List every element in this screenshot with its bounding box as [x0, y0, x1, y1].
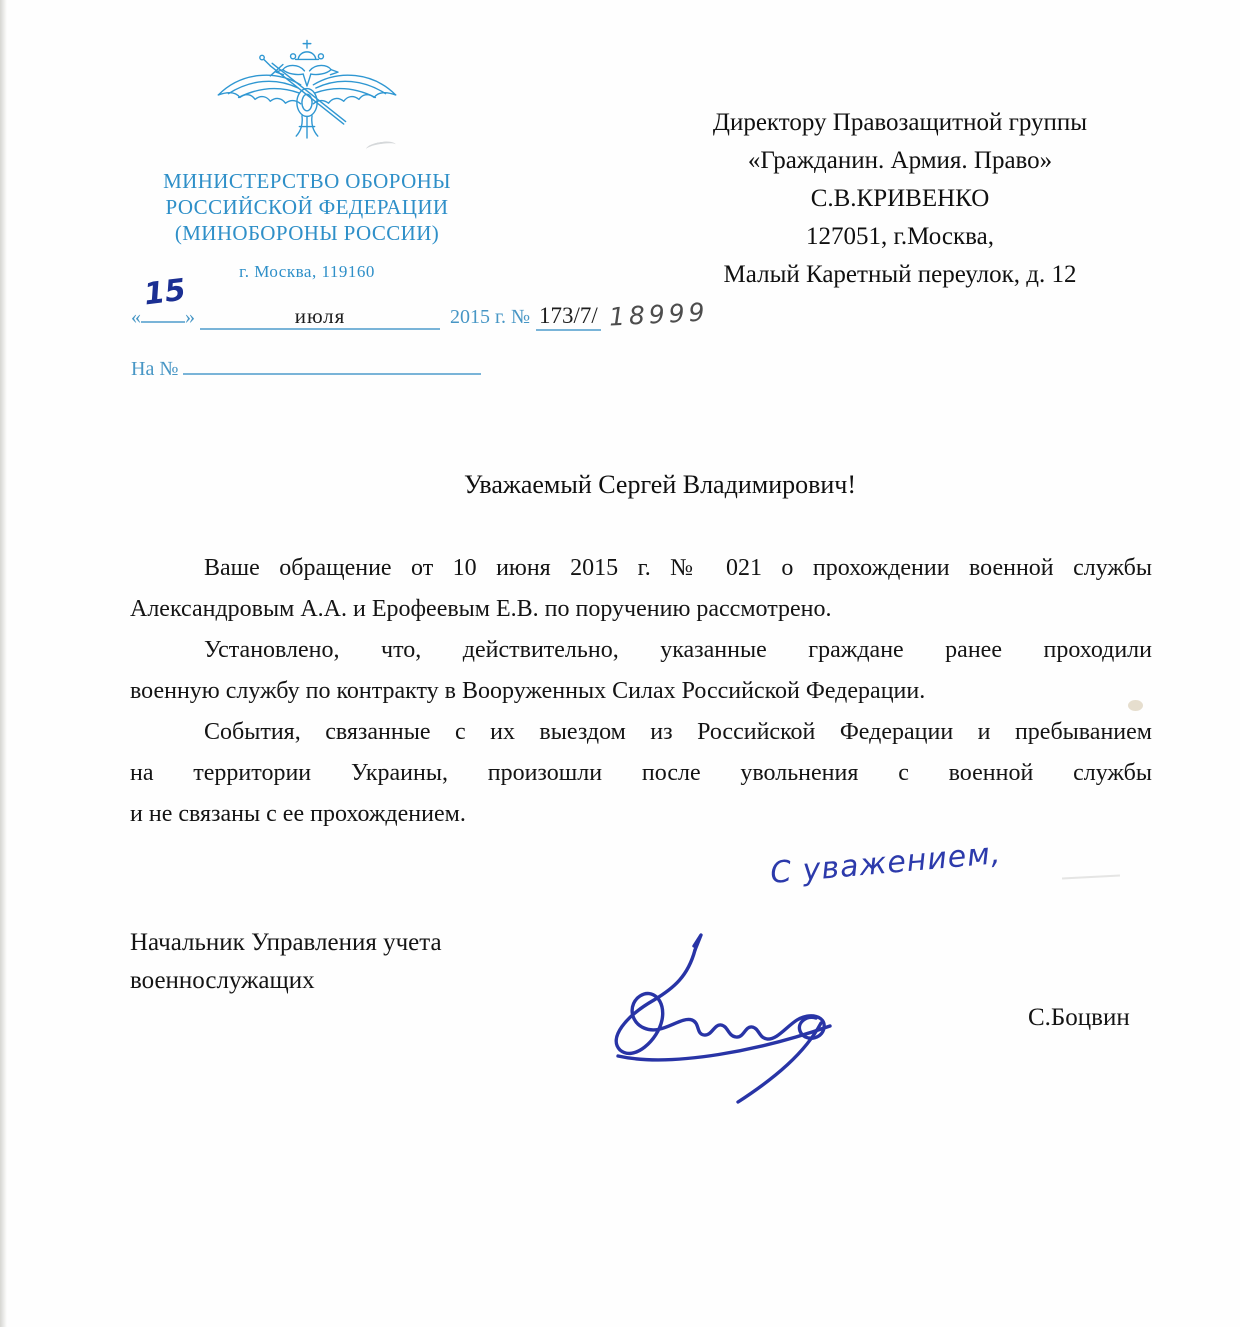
month-field: июля: [200, 304, 440, 330]
year-number-label: 2015 г. №: [450, 306, 531, 328]
body-line: Установлено, что, действительно, указанные граждане ранее проходили: [204, 637, 1152, 663]
signature-ink: [590, 926, 852, 1112]
signer-title-line: военнослужащих: [130, 967, 315, 994]
body-line: События, связанные с их выездом из Российской Федерации и пребыванием: [204, 719, 1152, 745]
scan-smudge: [1128, 700, 1143, 711]
recipient-line: С.В.КРИВЕНКО: [810, 185, 990, 212]
letter-body: [130, 548, 1152, 835]
signer-name: С.Боцвин: [1028, 1004, 1130, 1031]
day-blank-field: [141, 272, 188, 323]
ministry-name-line2: РОССИЙСКОЙ ФЕДЕРАЦИИ: [165, 195, 449, 219]
close-quote-mark: »: [185, 306, 195, 328]
ministry-name-line3: (МИНОБОРОНЫ РОССИИ): [174, 221, 440, 245]
body-line: и не связаны с ее прохождением.: [130, 801, 466, 827]
handwritten-day: 15: [142, 272, 188, 313]
handwritten-regards: С уважением,: [768, 835, 1003, 892]
signer-title-block: [130, 924, 442, 1000]
body-line: Александровым А.А. и Ерофеевым Е.В. по поручению рассмотрено.: [130, 596, 832, 622]
recipient-line: 127051, г.Москва,: [806, 223, 994, 250]
body-line: военную службу по контракту в Вооруженных Силах Российской Федерации.: [130, 678, 926, 704]
recipient-line: «Гражданин. Армия. Право»: [747, 147, 1053, 174]
outgoing-number-handwritten: 18999: [608, 297, 710, 332]
incoming-reference-line: [131, 349, 481, 381]
body-line: на территории Украины, произошли после увольнения с военной службы: [130, 760, 1152, 786]
scan-smudge-line: [1062, 874, 1120, 879]
recipient-address-block: [608, 104, 1192, 294]
reference-dateline: [131, 272, 710, 332]
ministry-name-line1: МИНИСТЕРСТВО ОБОРОНЫ: [163, 169, 451, 193]
signer-title-line: Начальник Управления учета: [130, 929, 442, 956]
incoming-reference-label: На №: [131, 358, 179, 380]
salutation: Уважаемый Сергей Владимирович!: [463, 470, 857, 499]
recipient-line: Малый Каретный переулок, д. 12: [723, 261, 1077, 288]
recipient-line: Директору Правозащитной группы: [712, 109, 1088, 136]
incoming-reference-blank: [183, 349, 481, 375]
letterhead-address: г. Москва, 119160: [239, 262, 375, 281]
letterhead: [112, 36, 502, 282]
scan-edge-shadow: [0, 0, 7, 1327]
body-line: Ваше обращение от 10 июня 2015 г. № 021 о прохождении военной службы: [204, 555, 1152, 581]
outgoing-number-typed: 173/7/: [536, 303, 601, 331]
open-quote-mark: «: [131, 306, 141, 328]
